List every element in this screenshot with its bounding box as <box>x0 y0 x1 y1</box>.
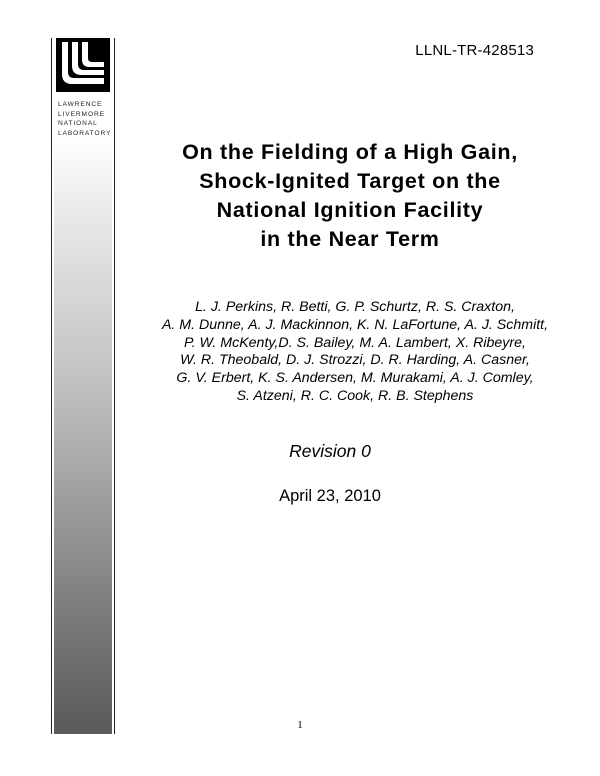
lab-name <box>58 100 114 138</box>
lab-name-line: LAWRENCE <box>58 101 103 108</box>
publication-date: April 23, 2010 <box>279 487 381 505</box>
author-line: S. Atzeni, R. C. Cook, R. B. Stephens <box>236 387 474 404</box>
title-line: in the Near Term <box>260 227 440 251</box>
author-line: L. J. Perkins, R. Betti, G. P. Schurtz, R. S. Craxton, <box>195 299 515 315</box>
title-line: Shock-Ignited Target on the <box>199 169 501 193</box>
page-number: 1 <box>297 719 303 731</box>
llnl-logo-icon <box>56 38 110 92</box>
title-line: On the Fielding of a High Gain, <box>182 140 518 164</box>
author-line: P. W. McKenty,D. S. Bailey, M. A. Lambert, X. Ribeyre, <box>184 334 526 351</box>
author-line: A. M. Dunne, A. J. Mackinnon, K. N. LaFortune, A. J. Schmitt, <box>161 316 549 333</box>
title-line: National Ignition Facility <box>216 198 484 222</box>
author-line: G. V. Erbert, K. S. Andersen, M. Murakami, A. J. Comley, <box>176 370 534 387</box>
author-list <box>130 299 580 406</box>
gradient-sidebar <box>54 38 112 734</box>
lab-name-line: LABORATORY <box>58 129 112 137</box>
report-number: LLNL-TR-428513 <box>415 42 534 59</box>
lab-name-line: LIVERMORE <box>58 110 105 118</box>
document-title <box>125 138 575 254</box>
lab-name-line: NATIONAL <box>58 120 98 128</box>
revision-label: Revision 0 <box>289 441 371 461</box>
author-line: W. R. Theobald, D. J. Strozzi, D. R. Harding, A. Casner, <box>180 352 530 369</box>
